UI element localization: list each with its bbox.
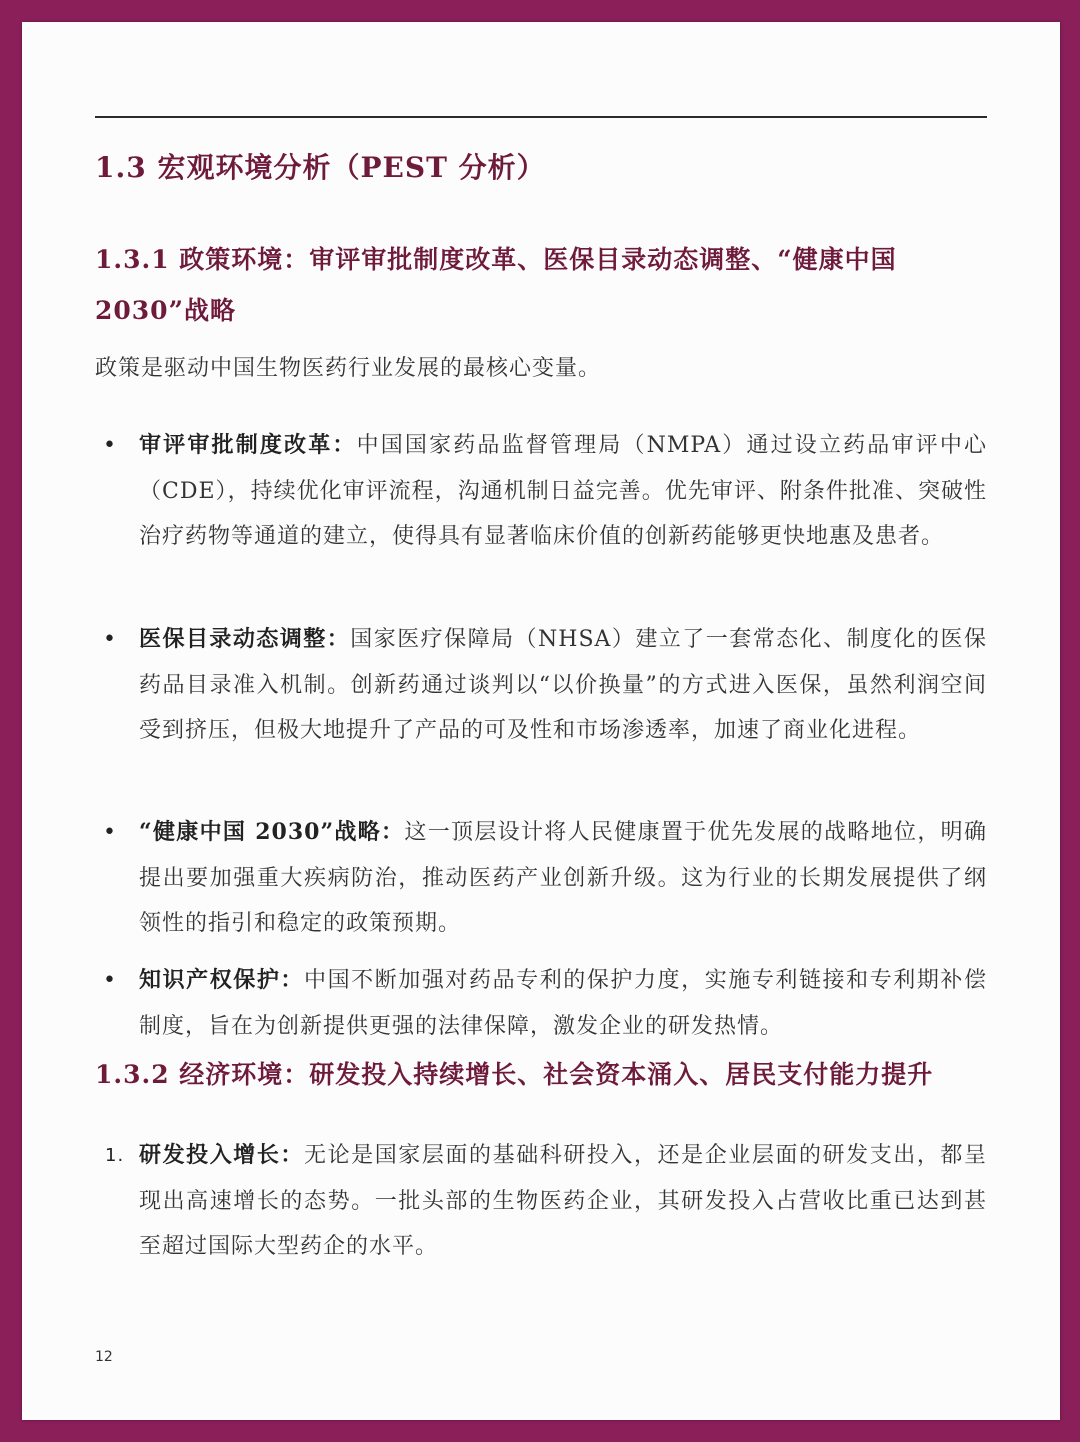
- bullet-text: 国家医疗保障局（NHSA）建立了一套常态化、制度化的医保药品目录准入机制。创新药通过谈判以“以价换量”的方式进入医保，虽然利润空间受到挤压，但极大地提升了产品的可及性和市场渗透率，加速了商业化进程。: [139, 627, 987, 743]
- numbered-item-rd-investment: [95, 1133, 987, 1270]
- bullet-item-ip-protection: [95, 958, 987, 1049]
- bullet-item-review-approval: [95, 423, 987, 560]
- bullet-text: 中国不断加强对药品专利的保护力度，实施专利链接和专利期补偿制度，旨在为创新提供更强的法律保障，激发企业的研发热情。: [139, 968, 987, 1039]
- bullet-item-insurance-list: [95, 617, 987, 754]
- top-divider: [95, 116, 987, 118]
- bullet-label: “健康中国 2030”战略：: [139, 819, 405, 845]
- subsection-title-policy: 1.3.1 政策环境：审评审批制度改革、医保目录动态调整、“健康中国 2030”战略: [95, 245, 897, 325]
- item-label: 研发投入增长：: [139, 1142, 304, 1168]
- subsection-title-economy: 1.3.2 经济环境：研发投入持续增长、社会资本涌入、居民支付能力提升: [95, 1060, 934, 1089]
- number-marker: 1.: [105, 1145, 125, 1166]
- bullet-label: 知识产权保护：: [139, 967, 304, 993]
- bullet-marker: •: [103, 433, 117, 458]
- bullet-marker: •: [103, 820, 117, 845]
- bullet-label: 审评审批制度改革：: [139, 432, 357, 458]
- section-title: 1.3 宏观环境分析（PEST 分析）: [95, 151, 546, 184]
- intro-paragraph: 政策是驱动中国生物医药行业发展的最核心变量。: [95, 356, 602, 381]
- bullet-marker: •: [103, 627, 117, 652]
- bullet-item-healthy-china: [95, 810, 987, 947]
- item-text: 无论是国家层面的基础科研投入，还是企业层面的研发支出，都呈现出高速增长的态势。一批头部的生物医药企业，其研发投入占营收比重已达到甚至超过国际大型药企的水平。: [139, 1143, 987, 1259]
- bullet-text: 这一顶层设计将人民健康置于优先发展的战略地位，明确提出要加强重大疾病防治，推动医药产业创新升级。这为行业的长期发展提供了纲领性的指引和稳定的政策预期。: [139, 820, 987, 936]
- page-number: 12: [95, 1349, 113, 1365]
- bullet-marker: •: [103, 968, 117, 993]
- bullet-label: 医保目录动态调整：: [139, 626, 351, 652]
- bullet-text: 中国国家药品监督管理局（NMPA）通过设立药品审评中心（CDE），持续优化审评流程，沟通机制日益完善。优先审评、附条件批准、突破性治疗药物等通道的建立，使得具有显著临床价值的创新药能够更快地惠及患者。: [139, 433, 987, 549]
- document-page: [22, 22, 1060, 1420]
